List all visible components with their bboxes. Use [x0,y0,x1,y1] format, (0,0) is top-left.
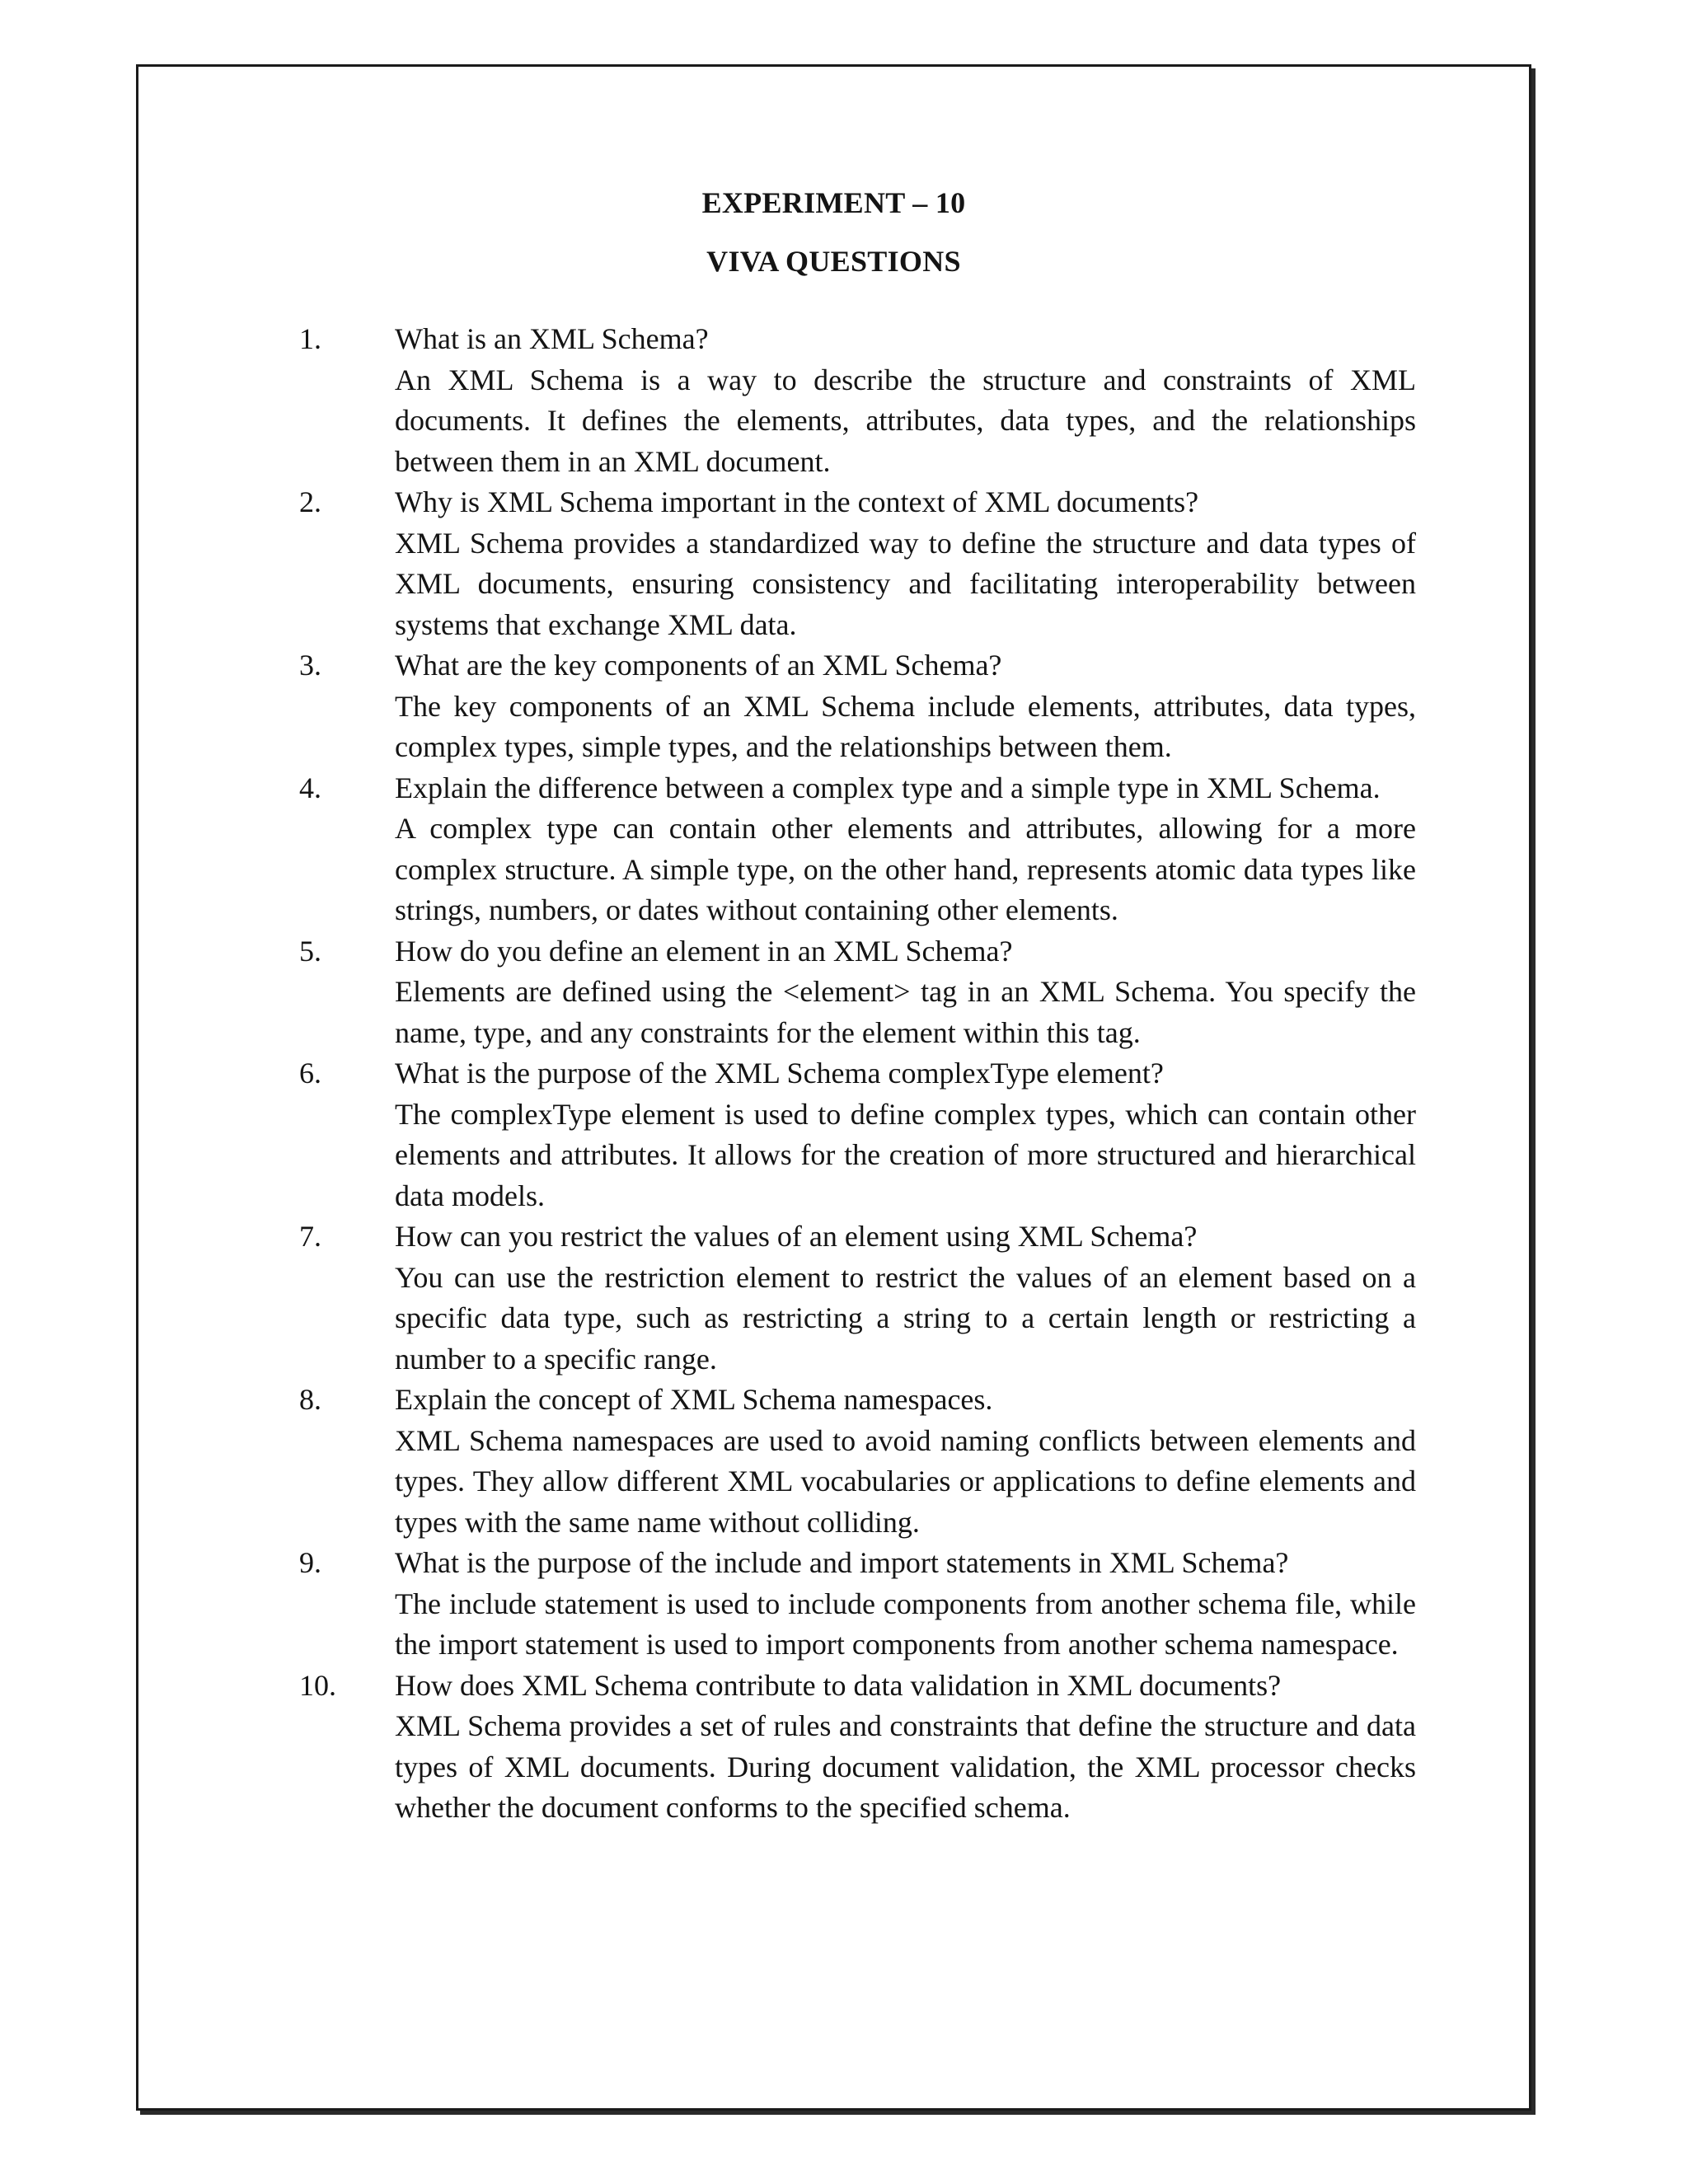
question-text: Explain the difference between a complex type and a simple type in XML Schema. [395,771,1381,804]
question-text: What is the purpose of the XML Schema complexType element? [395,1057,1164,1090]
list-item [299,1053,1416,1216]
answer-text: XML Schema namespaces are used to avoid naming conflicts between elements and types. They allow different XML vocabularies or applications to define elements and types with the same name without colliding. [395,1423,1416,1539]
question-text: How do you define an element in an XML Schema? [395,934,1013,968]
list-item [299,319,1416,482]
item-number: 1. [299,322,321,355]
item-number: 2. [299,485,321,518]
list-item [299,645,1416,768]
list-item [299,1543,1416,1666]
item-number: 7. [299,1220,321,1253]
answer-text: XML Schema provides a standardized way to define the structure and data types of XML documents, ensuring consistency and facilitating interoperability between systems that exchange XML data. [395,526,1416,641]
list-item [299,1666,1416,1829]
list-item [299,931,1416,1054]
list-item [299,1216,1416,1380]
answer-text: Elements are defined using the <element> tag in an XML Schema. You specify the name, type, and any constraints for the element within this tag. [395,975,1416,1049]
item-number: 5. [299,934,321,968]
item-number: 4. [299,771,321,804]
item-number: 3. [299,649,321,682]
question-text: What is the purpose of the include and import statements in XML Schema? [395,1546,1289,1579]
answer-text: You can use the restriction element to restrict the values of an element based on a specific data type, such as restricting a string to a certain length or restricting a number to a specific range. [395,1260,1416,1376]
answer-text: The include statement is used to include components from another schema file, while the import statement is used to import components from another schema namespace. [395,1586,1416,1661]
question-text: What are the key components of an XML Schema? [395,649,1002,682]
viva-question-list [299,319,1416,1829]
list-item [299,1380,1416,1543]
page-subtitle: VIVA QUESTIONS [706,245,961,278]
list-item [299,482,1416,645]
question-text: How does XML Schema contribute to data validation in XML documents? [395,1668,1282,1702]
answer-text: The complexType element is used to define complex types, which can contain other elements and attributes. It allows for the creation of more structured and hierarchical data models. [395,1097,1416,1212]
question-text: Why is XML Schema important in the context of XML documents? [395,485,1199,518]
list-item [299,768,1416,931]
item-number: 8. [299,1383,321,1416]
answer-text: The key components of an XML Schema include elements, attributes, data types, complex types, simple types, and the relationships between them. [395,689,1416,763]
question-text: Explain the concept of XML Schema namespaces. [395,1383,993,1416]
page-title: EXPERIMENT – 10 [701,186,966,219]
answer-text: XML Schema provides a set of rules and constraints that define the structure and data types of XML documents. During document validation, the XML processor checks whether the document conforms to the specified schema. [395,1709,1416,1824]
item-number: 9. [299,1546,321,1579]
question-text: What is an XML Schema? [395,322,709,355]
answer-text: An XML Schema is a way to describe the structure and constraints of XML documents. It defines the elements, attributes, data types, and the relationships between them in an XML document. [395,363,1416,478]
question-text: How can you restrict the values of an element using XML Schema? [395,1220,1198,1253]
item-number: 10. [299,1668,336,1702]
answer-text: A complex type can contain other elements and attributes, allowing for a more complex structure. A simple type, on the other hand, represents atomic data types like strings, numbers, or dates without containing other elements. [395,812,1416,926]
item-number: 6. [299,1057,321,1090]
